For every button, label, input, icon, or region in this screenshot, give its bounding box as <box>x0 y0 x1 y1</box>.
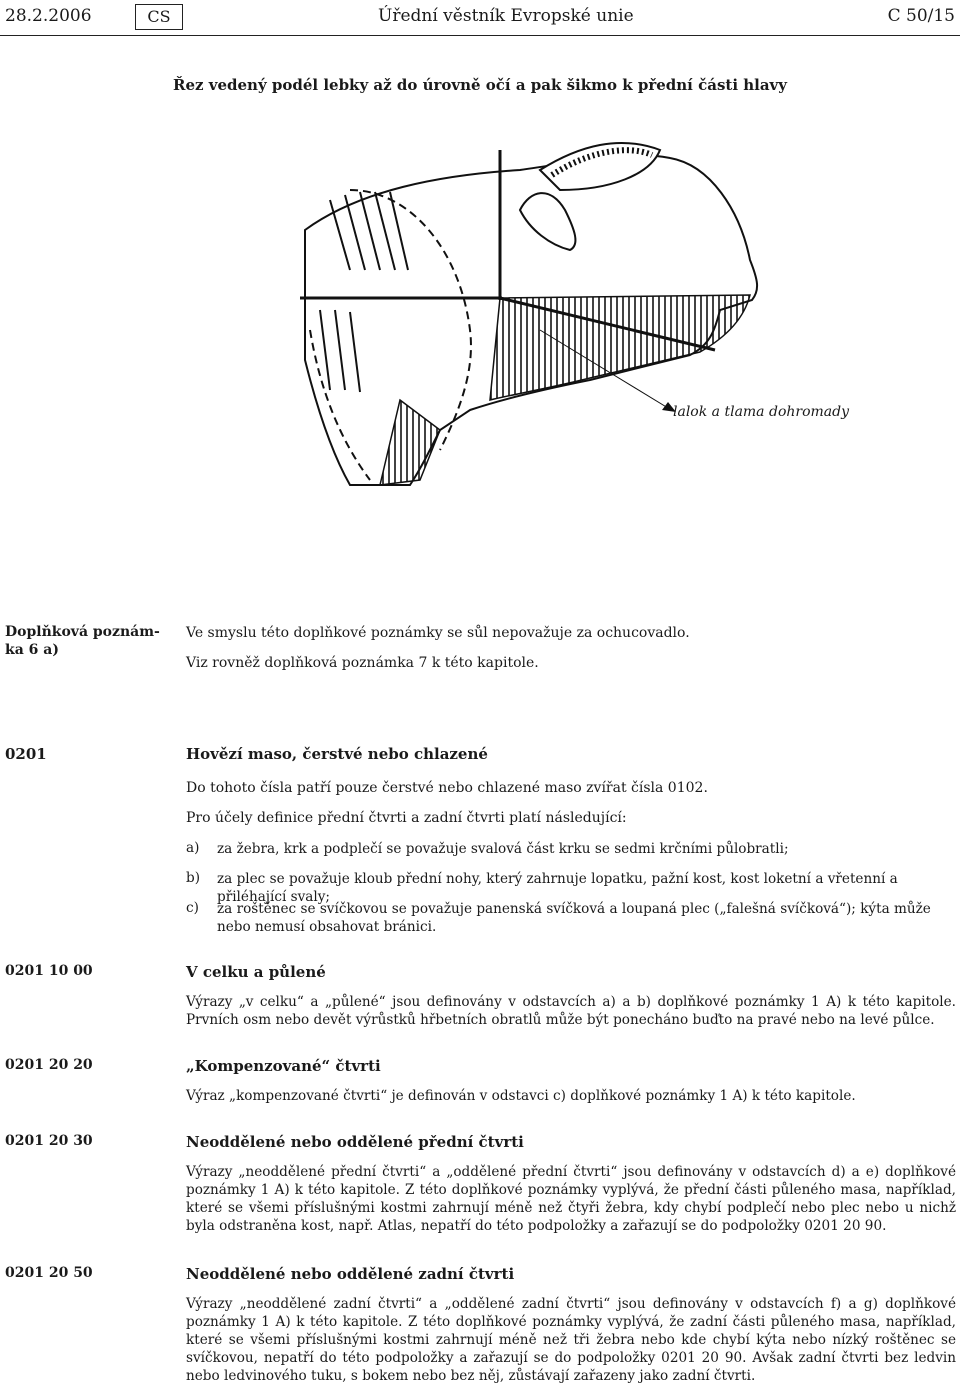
text-0201-20-50: Výrazy „neoddělené zadní čtvrti“ a „oddělené zadní čtvrti“ jsou definovány v odstavcích f) a g) doplňkové poznámky 1 A) k této kapitole. Z této doplňkové poznámky vyplývá, že zadní části půleného masa, například, které se všemi příslušnými kostmi zahrnují méně než tři žebra nebo kde chybí kýta nebo nízký roštěnec se svíčkovou, nepatří do této podpoložky a zařazují se do podpoložky 0201 20 90. Avšak zadní čtvrti bez ledvin nebo ledvinového tuku, s bokem nebo bez něj, zůstávají zařazeny jako zadní čtvrti. <box>186 1296 956 1384</box>
head-cut-illustration <box>290 130 810 490</box>
heading-0201-20-30: Neoddělené nebo oddělené přední čtvrti <box>186 1133 524 1151</box>
item-a-text: za žebra, krk a podplečí se považuje svalová část krku se sedmi krčními půlobratli; <box>217 841 789 857</box>
header-date: 28.2.2006 <box>5 6 92 26</box>
page-number: C 50/15 <box>887 6 955 26</box>
figure-title: Řez vedený podél lebky až do úrovně očí a pak šikmo k přední části hlavy <box>173 76 787 94</box>
heading-0201-20-50: Neoddělené nebo oddělené zadní čtvrti <box>186 1265 515 1283</box>
text-0201-20-30: Výrazy „neoddělené přední čtvrti“ a „oddělené přední čtvrti“ jsou definovány v odstavcích d) a e) doplňkové poznámky 1 A) k této kapitole. Z této doplňkové poznámky vyplývá, že přední části půleného masa, například, které se všemi příslušnými kostmi zahrnují méně než čtyři žebra, kdy chybí podplečí nebo plec nebo u nichž byla odstraněna kost, např. Atlas, nepatří do této podpoložky a zařazují se do podpoložky 0201 20 90. <box>186 1164 956 1234</box>
item-b-text: za plec se považuje kloub přední nohy, který zahrnuje lopatku, pažní kost, kost loketní a vřetenní a přiléhající svaly; <box>217 871 898 905</box>
heading-0201-20-20: „Kompenzované“ čtvrti <box>186 1057 381 1075</box>
note-label-line1: Doplňková poznám- <box>5 624 160 640</box>
heading-0201-10-00: V celku a půlené <box>186 963 326 981</box>
item-b-label: b) <box>186 870 201 886</box>
text-0201-10-00: Výrazy „v celku“ a „půlené“ jsou definovány v odstavcích a) a b) doplňkové poznámky 1 A) k této kapitole. Prvních osm nebo devět výrůstků hřbetních obratlů může být ponecháno buďto na pravé nebo na levé půlce. <box>186 994 956 1028</box>
para-0201-2: Pro účely definice přední čtvrti a zadní čtvrti platí následující: <box>186 810 627 826</box>
header-rule <box>0 35 960 36</box>
code-0201: 0201 <box>5 745 47 763</box>
note-label-line2: ka 6 a) <box>5 642 59 658</box>
page-header <box>0 4 960 28</box>
code-0201-10-00: 0201 10 00 <box>5 963 93 979</box>
code-0201-20-50: 0201 20 50 <box>5 1265 93 1281</box>
language-box: CS <box>135 4 183 30</box>
item-a-label: a) <box>186 840 200 856</box>
journal-title: Úřední věstník Evropské unie <box>378 6 634 26</box>
code-0201-20-30: 0201 20 30 <box>5 1133 93 1149</box>
heading-0201: Hovězí maso, čerstvé nebo chlazené <box>186 745 488 763</box>
note-line-1: Ve smyslu této doplňkové poznámky se sůl nepovažuje za ochucovadlo. <box>186 625 690 641</box>
text-0201-20-20: Výraz „kompenzované čtvrti“ je definován v odstavci c) doplňkové poznámky 1 A) k této kapitole. <box>186 1088 856 1104</box>
figure-callout: lalok a tlama dohromady <box>673 404 850 420</box>
note-line-2: Viz rovněž doplňková poznámka 7 k této kapitole. <box>186 655 539 671</box>
item-c-text: za roštěnec se svíčkovou se považuje panenská svíčková a loupaná plec („falešná svíčková“); kýta může nebo nemusí obsahovat bránici. <box>217 901 931 935</box>
para-0201-1: Do tohoto čísla patří pouze čerstvé nebo chlazené maso zvířat čísla 0102. <box>186 780 708 796</box>
code-0201-20-20: 0201 20 20 <box>5 1057 93 1073</box>
item-c-label: c) <box>186 900 199 916</box>
